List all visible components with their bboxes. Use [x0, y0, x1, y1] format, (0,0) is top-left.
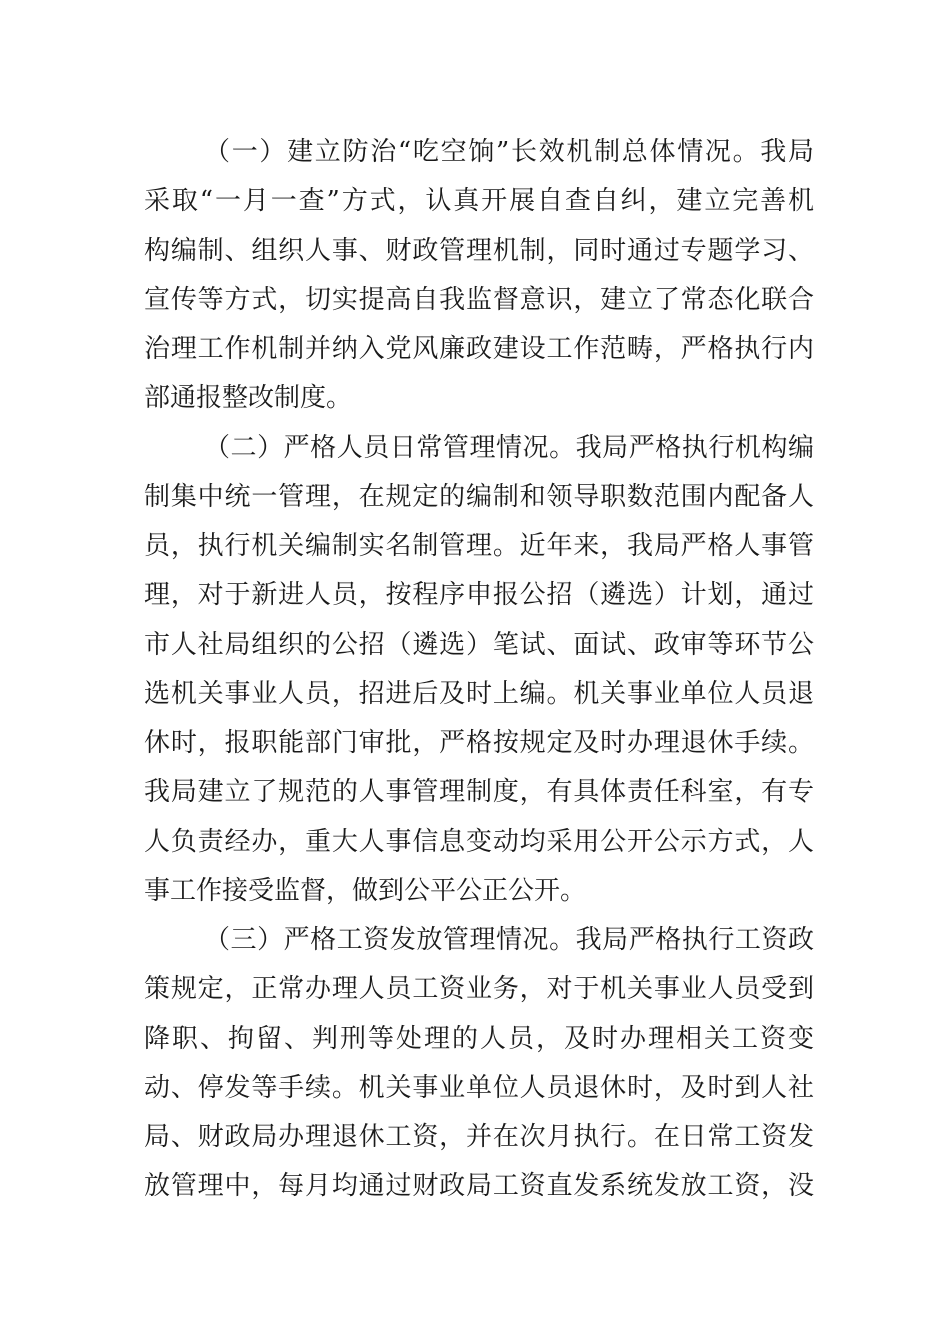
paragraph-3-line-3: 降职、拘留、判刑等处理的人员，及时办理相关工资变 — [144, 1023, 814, 1054]
paragraph-1-line-2: 采取“一月一查”方式，认真开展自查自纠，建立完善机 — [144, 186, 814, 217]
paragraph-2-line-7: 休时，报职能部门审批，严格按规定及时办理退休手续。 — [144, 728, 814, 758]
paragraph-2-line-6: 选机关事业人员，招进后及时上编。机关事业单位人员退 — [144, 678, 814, 709]
paragraph-2-line-2: 制集中统一管理，在规定的编制和领导职数范围内配备人 — [144, 481, 814, 512]
paragraph-3-line-2: 策规定，正常办理人员工资业务，对于机关事业人员受到 — [144, 974, 814, 1005]
paragraph-2-line-9: 人负责经办，重大人事信息变动均采用公开公示方式，人 — [144, 826, 814, 857]
paragraph-1-line-3: 构编制、组织人事、财政管理机制，同时通过专题学习、 — [144, 235, 814, 266]
paragraph-3-line-5: 局、财政局办理退休工资，并在次月执行。在日常工资发 — [144, 1122, 814, 1152]
paragraph-1-line-1: （一）建立防治“吃空饷”长效机制总体情况。我局 — [204, 137, 814, 167]
paragraph-1-line-4: 宣传等方式，切实提高自我监督意识，建立了常态化联合 — [144, 284, 814, 315]
body-text — [144, 128, 814, 1212]
paragraph-3-line-4: 动、停发等手续。机关事业单位人员退休时，及时到人社 — [144, 1072, 814, 1103]
paragraph-2-line-8: 我局建立了规范的人事管理制度，有具体责任科室，有专 — [144, 777, 814, 808]
paragraph-2-line-4: 理，对于新进人员，按程序申报公招（遴选）计划，通过 — [144, 580, 814, 611]
paragraph-3-line-1: （三）严格工资发放管理情况。我局严格执行工资政 — [204, 925, 814, 955]
paragraph-1-line-5: 治理工作机制并纳入党风廉政建设工作范畴，严格执行内 — [144, 334, 814, 364]
paragraph-2-line-5: 市人社局组织的公招（遴选）笔试、面试、政审等环节公 — [144, 629, 814, 660]
paragraph-2-line-1: （二）严格人员日常管理情况。我局严格执行机构编 — [204, 432, 814, 463]
paragraph-1-line-6: 部通报整改制度。 — [144, 383, 353, 414]
paragraph-2-line-10: 事工作接受监督，做到公平公正公开。 — [144, 875, 587, 906]
paragraph-2-line-3: 员，执行机关编制实名制管理。近年来，我局严格人事管 — [144, 531, 814, 561]
paragraph-3-line-6: 放管理中，每月均通过财政局工资直发系统发放工资，没 — [144, 1171, 814, 1202]
